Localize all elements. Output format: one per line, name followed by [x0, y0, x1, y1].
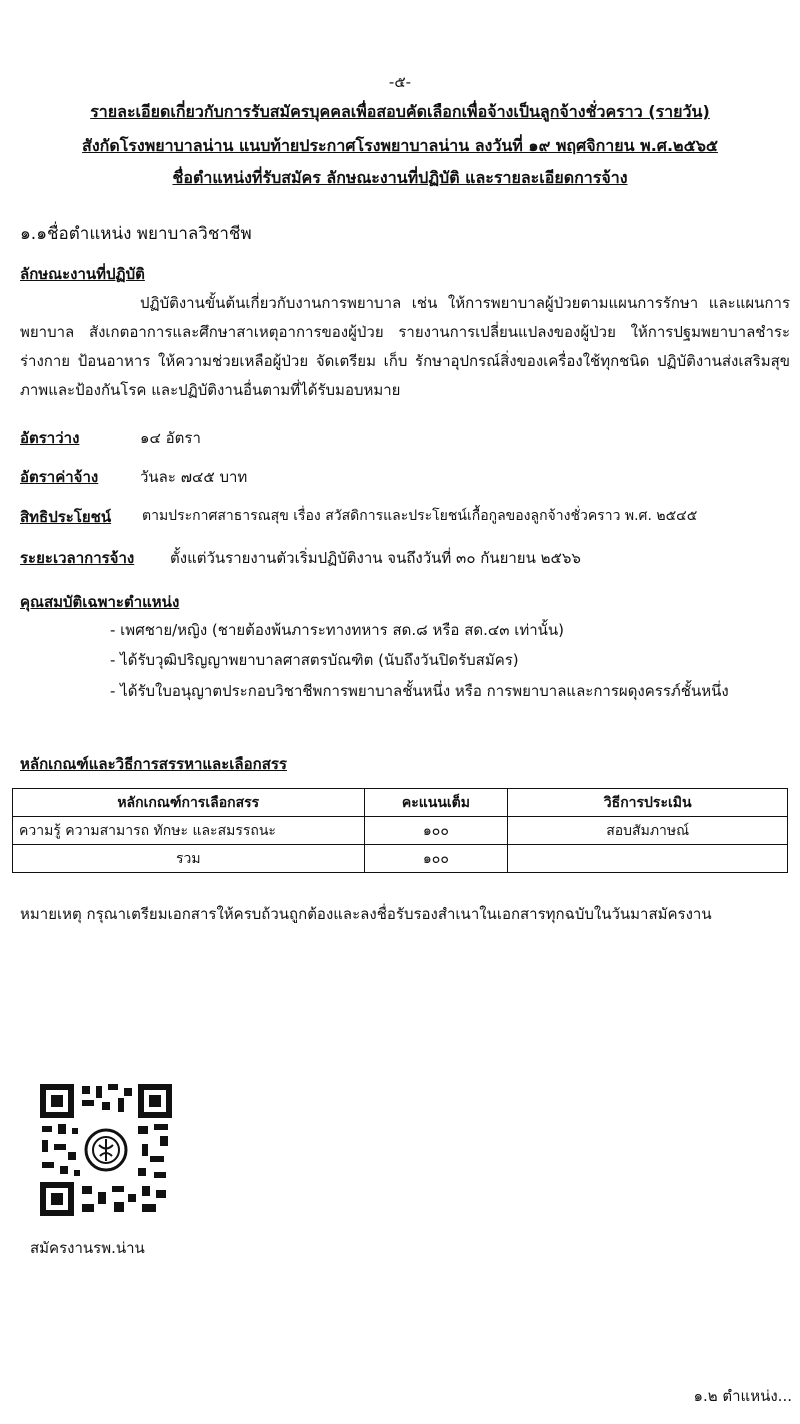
vacancy-value: ๑๔ อัตรา [140, 429, 201, 447]
qualification-item: - ได้รับใบอนุญาตประกอบวิชาชีพการพยาบาลชั้นหนึ่ง หรือ การพยาบาลและการผดุงครรภ์ชั้นหนึ่ง [110, 682, 729, 700]
title-line-2: สังกัดโรงพยาบาลน่าน แนบท้ายประกาศโรงพยาบาลน่าน ลงวันที่ ๑๙ พฤศจิกายน พ.ศ.๒๕๖๕ [82, 136, 718, 155]
title-line-1: รายละเอียดเกี่ยวกับการรับสมัครบุคคลเพื่อสอบคัดเลือกเพื่อจ้างเป็นลูกจ้างชั่วคราว (รายวัน) [90, 102, 710, 121]
duties-text: ปฏิบัติงานขั้นต้นเกี่ยวกับงานการพยาบาล เช่น ให้การพยาบาลผู้ป่วยตามแผนการรักษา และแผนการพยาบาล สังเกตอาการและศึกษาสาเหตุอาการของผู้ป่วย รายงานการเปลี่ยนแปลงของผู้ป่วย ให้การปฐมพยาบาลชำระร่างกาย ป้อนอาหาร ให้ความช่วยเหลือผู้ป่วย จัดเตรียม เก็บ รักษาอุปกรณ์สิ่งของเครื่องใช้ทุกชนิด ปฏิบัติงานส่งเสริมสุขภาพและป้องกันโรค และปฏิบัติงานอื่นตามที่ได้รับมอบหมาย [20, 294, 790, 399]
table-cell: ความรู้ ความสามารถ ทักษะ และสมรรถนะ [13, 817, 365, 845]
wage-value: วันละ ๗๔๕ บาท [140, 468, 248, 486]
qualification-item: - เพศชาย/หญิง (ชายต้องพ้นภาระทางทหาร สด.๘ หรือ สด.๔๓ เท่านั้น) [110, 621, 565, 639]
table-cell: สอบสัมภาษณ์ [508, 817, 788, 845]
page-number: -๕- [388, 73, 412, 91]
table-header-cell: วิธีการประเมิน [508, 789, 788, 817]
period-value: ตั้งแต่วันรายงานตัวเริ่มปฏิบัติงาน จนถึงวันที่ ๓๐ กันยายน ๒๕๖๖ [170, 549, 581, 567]
criteria-table [12, 788, 788, 873]
table-header-cell: คะแนนเต็ม [364, 789, 508, 817]
table-cell: ๑๐๐ [364, 845, 508, 873]
benefits-label: สิทธิประโยชน์ [20, 508, 112, 526]
benefits-value: ตามประกาศสาธารณสุข เรื่อง สวัสดิการและประโยชน์เกื้อกูลของลูกจ้างชั่วคราว พ.ศ. ๒๕๔๕ [142, 508, 698, 524]
table-row [13, 845, 788, 873]
table-cell: รวม [13, 845, 365, 873]
duties-paragraph [20, 289, 790, 405]
qualification-item-wrap [20, 677, 790, 706]
table-row [13, 817, 788, 845]
note-text: หมายเหตุ กรุณาเตรียมเอกสารให้ครบถ้วนถูกต้องและลงชื่อรับรองสำเนาในเอกสารทุกฉบับในวันมาสมัครงาน [20, 905, 712, 923]
qualification-item: - ได้รับวุฒิปริญญาพยาบาลศาสตรบัณฑิต (นับถึงวันปิดรับสมัคร) [110, 651, 519, 669]
qr-caption: สมัครงานรพ.น่าน [30, 1239, 145, 1257]
qualifications-label: คุณสมบัติเฉพาะตำแหน่ง [20, 593, 180, 611]
duties-label: ลักษณะงานที่ปฏิบัติ [20, 265, 145, 283]
title-line-3: ชื่อตำแหน่งที่รับสมัคร ลักษณะงานที่ปฏิบัติ และรายละเอียดการจ้าง [172, 168, 628, 187]
table-cell [508, 845, 788, 873]
continuation-text: ๑.๒ ตำแหน่ง... [693, 1387, 792, 1405]
wage-label: อัตราค่าจ้าง [20, 468, 99, 486]
selection-label: หลักเกณฑ์และวิธีการสรรหาและเลือกสรร [20, 755, 287, 773]
position-heading: ๑.๑ชื่อตำแหน่ง พยาบาลวิชาชีพ [20, 224, 252, 244]
qr-code-icon[interactable] [38, 1082, 174, 1218]
vacancy-label: อัตราว่าง [20, 429, 80, 447]
period-label: ระยะเวลาการจ้าง [20, 549, 135, 567]
table-cell: ๑๐๐ [364, 817, 508, 845]
table-header-cell: หลักเกณฑ์การเลือกสรร [13, 789, 365, 817]
table-header-row [13, 789, 788, 817]
